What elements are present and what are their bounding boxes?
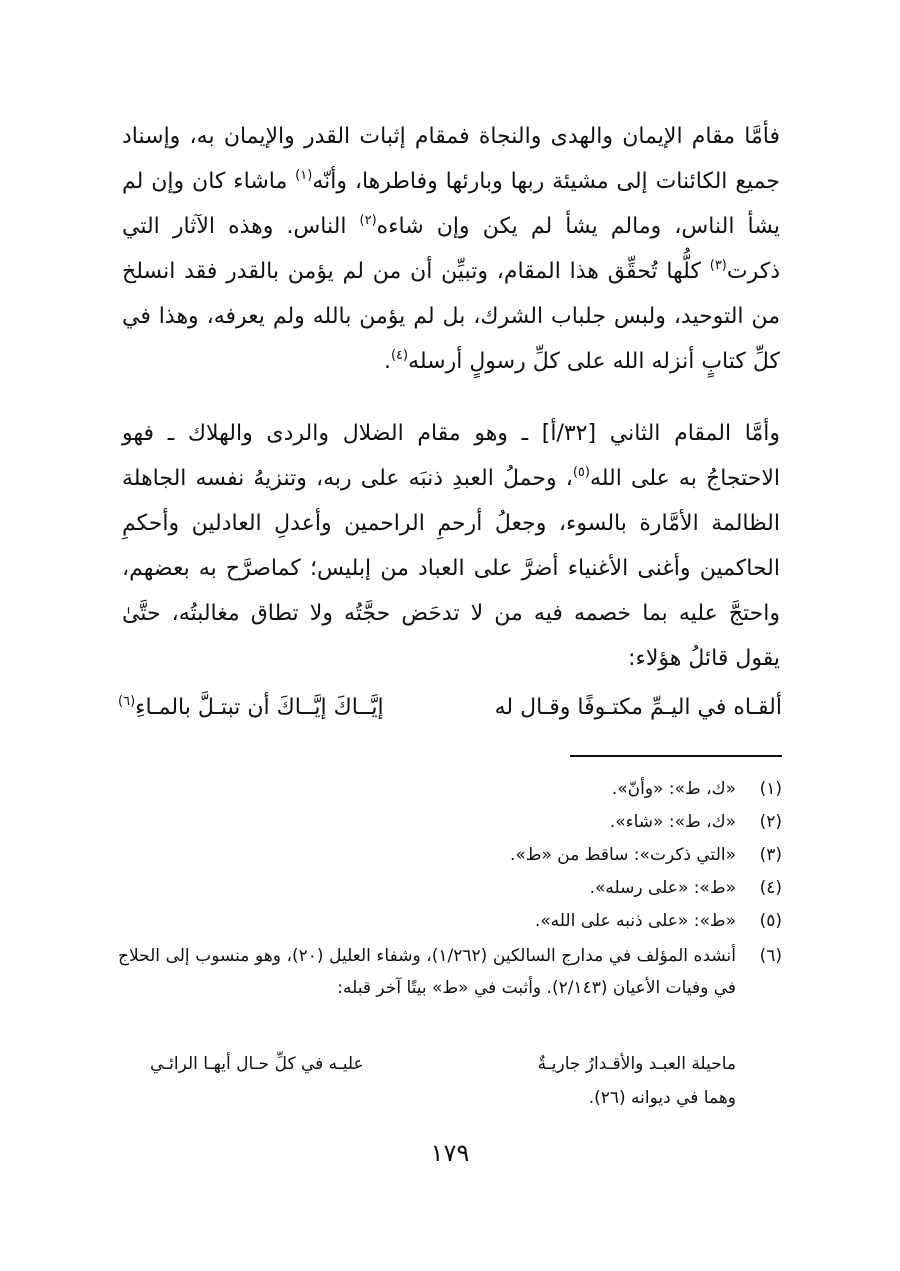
poetry-verse	[118, 685, 782, 730]
verse-first-hemistich: ألقـاه في اليـمِّ مكتـوفًا وقـال له	[494, 695, 782, 720]
text-run: ، وحملُ العبدِ ذنبَه على ربه، وتنزيهُ نفسه الجاهلة الظالمة الأمَّارة بالسوء، وجعلُ أرحمِ الراحمين وأعدلِ العادلين وأحكمِ الحاكمين وأغنى الأغنياء أضرَّ على العباد من إبليس؛ كماصرَّح به بعضهم، واحتجَّ عليه بما خصمه فيه من لا تدحَض حجَّتُه ولا تطاق مغالبتُه، حتَّىٰ يقول قائلُ هؤلاء:	[122, 466, 780, 671]
footnote-text: «ط»: «على ذنبه على الله».	[534, 911, 736, 931]
footnote-text: «ط»: «على رسله».	[589, 878, 736, 898]
footnote-ref[interactable]: (٢)	[359, 213, 377, 228]
text-run: فأمَّا مقام الإيمان والهدى والنجاة فمقام إثبات القدر والإيمان به، وإسناد جميع الكائنات إلى مشيئة ربها وبارئها وفاطرها، وأنّه	[122, 124, 780, 194]
footnote-separator	[570, 755, 782, 757]
footnote-number: (٥)	[759, 911, 782, 931]
page-number: ١٧٩	[430, 1139, 470, 1167]
text-run: كلُّها تُحقِّق هذا المقام، وتبيِّن أن من لم يؤمن بالقدر فقد انسلخ من التوحيد، ولبس جلباب الشرك، بل لم يؤمن بالله ولم يعرفه، وهذا في كلِّ كتابٍ أنزله الله على كلِّ رسولٍ أرسله	[122, 259, 780, 374]
footnote-text: «التي ذكرت»: ساقط من «ط».	[509, 845, 736, 865]
footnote-5	[535, 905, 782, 937]
footnote-text: «ك، ط»: «شاء».	[609, 812, 736, 832]
text-run: إيَّــاكَ إيَّــاكَ أن تبتـلَّ بالمـاءِ	[135, 695, 384, 720]
footnote-4	[590, 872, 782, 904]
paragraph-second	[122, 411, 780, 681]
footnote-verse-first-hemistich: ماحيلة العبـد والأقـدارُ جاريـةٌ	[537, 1054, 736, 1074]
footnote-ref[interactable]: (٣)	[709, 258, 727, 273]
footnote-number: (٤)	[759, 878, 782, 898]
footnote-text: أنشده المؤلف في مدارج السالكين (١/٢٦٢)، وشفاء العليل (٢٠)، وهو منسوب إلى الحلاج في وفيات الأعيان (٢/١٤٣). وأثبت في «ط» بيتًا آخر قبله:	[118, 946, 736, 998]
text-run: .	[383, 349, 391, 374]
text-run: الناس. وهذه الآثار التي ذكرت	[122, 214, 780, 284]
footnote-number: (٦)	[759, 946, 782, 966]
footnote-3	[510, 839, 782, 871]
footnote-verse-second-hemistich: عليـه في كلِّ حـال أيهـا الرائـي	[150, 1054, 364, 1074]
footnote-ref[interactable]: (٥)	[572, 465, 590, 480]
paragraph-first	[122, 114, 780, 384]
footnote-ref[interactable]: (٤)	[390, 348, 409, 363]
footnote-number: (٢)	[759, 812, 782, 832]
footnote-number: (١)	[759, 779, 782, 799]
footnote-text: «ك، ط»: «وأنّ».	[611, 779, 736, 799]
footnote-6	[118, 940, 782, 1004]
footnote-number: (٣)	[759, 845, 782, 865]
footnote-1	[612, 773, 782, 805]
footnote-ref[interactable]: (٦)	[118, 694, 136, 709]
footnote-verse	[150, 1048, 736, 1080]
text-run: ماشاء كان وإن لم يشأ الناس، ومالم يشأ لم يكن وإن شاءه	[122, 169, 780, 239]
footnote-tail-text: وهما في ديوانه (٢٦).	[588, 1088, 736, 1108]
text-run: وأمَّا المقام الثاني [٣٢/أ] ـ وهو مقام الضلال والردى والهلاك ـ فهو الاحتجاجُ به على الله	[122, 421, 780, 491]
footnote-ref[interactable]: (١)	[295, 168, 313, 183]
verse-second-hemistich	[118, 685, 384, 730]
footnote-2	[610, 806, 782, 838]
